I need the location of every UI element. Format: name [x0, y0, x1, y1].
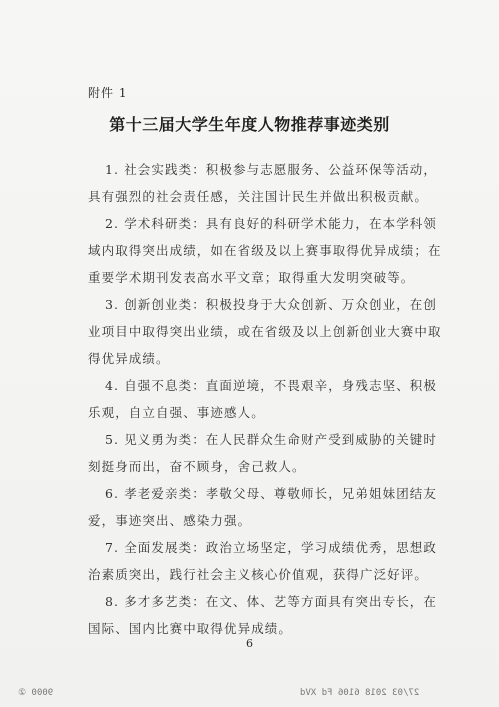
- item-6-line-2: 爱，事迹突出、感染力强。: [88, 513, 252, 528]
- item-4-line-2: 乐观，自立自强、事迹感人。: [88, 405, 265, 420]
- item-5-line-1: 5. 见义勇为类：在人民群众生命财产受到威胁的关键时: [105, 432, 438, 447]
- item-1-line-2: 具有强烈的社会责任感，关注国计民生并做出积极贡献。: [88, 189, 429, 204]
- attachment-label: 附件 1: [88, 86, 128, 100]
- item-3-line-1: 3. 创新创业类：积极投身于大众创新、万众创业，在创: [105, 297, 438, 312]
- item-2-line-2: 域内取得突出成绩，如在省级及以上赛事取得优异成绩；在: [88, 243, 442, 258]
- item-3-line-2: 业项目中取得突出业绩，或在省级及以上创新创业大赛中取: [88, 324, 442, 339]
- page-number: 6: [246, 637, 253, 650]
- item-4-line-1: 4. 自强不息类：直面逆境，不畏艰辛，身残志坚、积极: [105, 378, 438, 393]
- item-8-line-1: 8. 多才多艺类：在文、体、艺等方面具有突出专长，在: [105, 594, 438, 609]
- item-2-line-1: 2. 学术科研类：具有良好的科研学术能力，在本学科领: [105, 216, 438, 231]
- item-1-line-1: 1. 社会实践类：积极参与志愿服务、公益环保等活动，: [105, 162, 438, 177]
- fax-footer-right: 27/03 2018 6106 Fd XVd: [300, 688, 420, 698]
- item-7-line-2: 治素质突出，践行社会主义核心价值观，获得广泛好评。: [88, 567, 429, 582]
- item-3-line-3: 得优异成绩。: [88, 351, 170, 366]
- fax-footer-left: 9000 ②: [18, 688, 54, 698]
- item-5-line-2: 刻挺身而出，奋不顾身，舍己救人。: [88, 459, 306, 474]
- item-8-line-2: 国际、国内比赛中取得优异成绩。: [88, 621, 293, 636]
- item-7-line-1: 7. 全面发展类：政治立场坚定，学习成绩优秀，思想政: [105, 540, 438, 555]
- item-6-line-1: 6. 孝老爱亲类：孝敬父母、尊敬师长，兄弟姐妹团结友: [105, 486, 438, 501]
- page-title: 第十三届大学生年度人物推荐事迹类别: [109, 115, 390, 134]
- item-2-line-3: 重要学术期刊发表高水平文章；取得重大发明突破等。: [88, 270, 415, 285]
